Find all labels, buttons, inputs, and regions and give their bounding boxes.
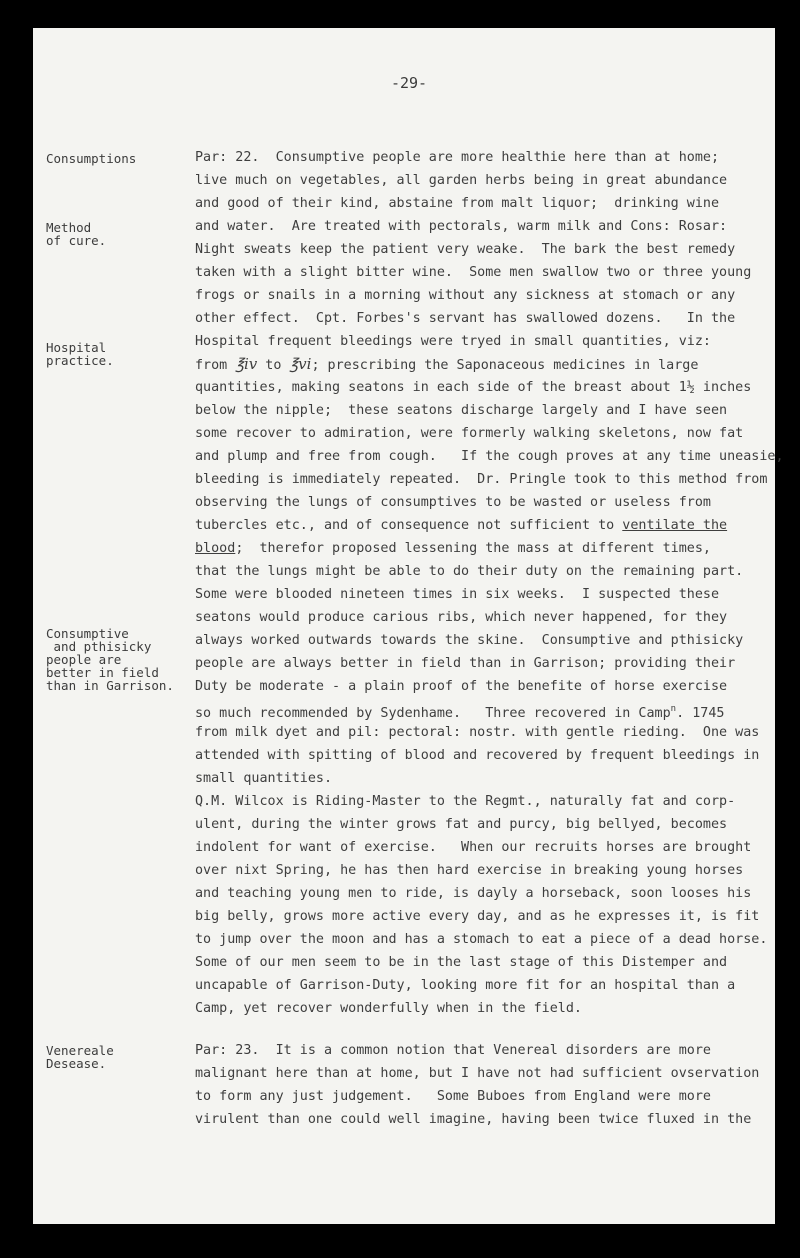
- text-segment: from: [195, 358, 236, 373]
- handwritten-dose-to: ℥vi: [289, 355, 312, 373]
- margin-note-method-of-cure: Method of cure.: [46, 220, 107, 248]
- text-segment: to: [257, 358, 290, 373]
- text-line: small quantities.: [195, 771, 333, 786]
- handwritten-dose-from: ℥iv: [235, 355, 258, 373]
- text-line: over nixt Spring, he has then hard exercise in breaking young horses: [195, 863, 744, 878]
- text-line: Camp, yet recover wonderfully when in the field.: [195, 1001, 582, 1016]
- text-line: that the lungs might be able to do their duty on the remaining part.: [195, 564, 744, 579]
- text-line: live much on vegetables, all garden herbs being in great abundance: [195, 173, 728, 188]
- text-line: virulent than one could well imagine, having been twice fluxed in the: [195, 1112, 752, 1127]
- text-line: some recover to admiration, were formerly walking skeletons, now fat: [195, 426, 744, 441]
- text-line: attended with spitting of blood and recovered by frequent bleedings in: [195, 748, 760, 763]
- text-line-underlined: [195, 514, 770, 537]
- text-line: seatons would produce carious ribs, which never happened, for they: [195, 610, 728, 625]
- text-line: quantities, making seatons in each side of the breast about 1½ inches: [195, 380, 752, 395]
- text-line: other effect. Cpt. Forbes's servant has swallowed dozens. In the: [195, 311, 736, 326]
- page-number: -29-: [390, 74, 428, 92]
- text-segment: ; therefor proposed lessening the mass at different times,: [235, 541, 711, 556]
- text-line: and teaching young men to ride, is dayly a horseback, soon looses his: [195, 886, 752, 901]
- underlined-text: blood: [195, 541, 236, 556]
- margin-note-consumptions: Consumptions: [46, 151, 137, 166]
- text-line: observing the lungs of consumptives to be wasted or useless from: [195, 495, 711, 510]
- document-page: [33, 28, 784, 1224]
- text-line: Some of our men seem to be in the last stage of this Distemper and: [195, 955, 728, 970]
- text-line: Some were blooded nineteen times in six weeks. I suspected these: [195, 587, 720, 602]
- margin-note-consumptive-pthisicky: Consumptive and pthisicky people are better in field than in Garrison.: [46, 626, 174, 693]
- paragraph-23: [195, 1039, 770, 1131]
- text-line: Night sweats keep the patient very weake. The bark the best remedy: [195, 242, 736, 257]
- text-line: indolent for want of exercise. When our recruits horses are brought: [195, 840, 752, 855]
- text-line: always worked outwards towards the skine. Consumptive and pthisicky: [195, 633, 744, 648]
- superscript: n: [670, 704, 677, 714]
- text-segment: . 1745: [676, 706, 725, 721]
- text-line-camp: [195, 698, 770, 721]
- text-line: taken with a slight bitter wine. Some men swallow two or three young: [195, 265, 752, 280]
- text-line: ulent, during the winter grows fat and purcy, big bellyed, becomes: [195, 817, 728, 832]
- text-line: frogs or snails in a morning without any sickness at stomach or any: [195, 288, 736, 303]
- text-line: Par: 22. Consumptive people are more healthie here than at home;: [195, 150, 720, 165]
- margin-note-venereale-desease: Venereale Desease.: [46, 1043, 114, 1071]
- text-line: Q.M. Wilcox is Riding-Master to the Regmt., naturally fat and corp-: [195, 794, 736, 809]
- text-line: uncapable of Garrison-Duty, looking more fit for an hospital than a: [195, 978, 736, 993]
- text-line: bleeding is immediately repeated. Dr. Pringle took to this method from: [195, 472, 768, 487]
- text-segment: ; prescribing the Saponaceous medicines in large: [311, 358, 699, 373]
- text-line: people are always better in field than in Garrison; providing their: [195, 656, 736, 671]
- margin-note-hospital-practice: Hospital practice.: [46, 340, 114, 368]
- text-line: Hospital frequent bleedings were tryed in small quantities, viz:: [195, 334, 711, 349]
- text-line: to form any just judgement. Some Buboes from England were more: [195, 1089, 711, 1104]
- text-segment: so much recommended by Sydenhame. Three recovered in Camp: [195, 706, 671, 721]
- text-line: malignant here than at home, but I have not had sufficient ovservation: [195, 1066, 760, 1081]
- text-line: and plump and free from cough. If the cough proves at any time uneasie,: [195, 449, 784, 464]
- text-line-dosage: [195, 353, 770, 376]
- text-line: big belly, grows more active every day, and as he expresses it, is fit: [195, 909, 760, 924]
- text-line: Duty be moderate - a plain proof of the benefite of horse exercise: [195, 679, 728, 694]
- text-segment: tubercles etc., and of consequence not sufficient to: [195, 518, 623, 533]
- paragraph-22: [195, 146, 784, 1020]
- text-line: Par: 23. It is a common notion that Venereal disorders are more: [195, 1043, 711, 1058]
- text-line: from milk dyet and pil: pectoral: nostr. with gentle rieding. One was: [195, 725, 760, 740]
- text-line: to jump over the moon and has a stomach to eat a piece of a dead horse.: [195, 932, 768, 947]
- text-line: and water. Are treated with pectorals, warm milk and Cons: Rosar:: [195, 219, 728, 234]
- text-line-underlined: [195, 537, 770, 560]
- underlined-text: ventilate the: [622, 518, 728, 533]
- text-line: below the nipple; these seatons discharge largely and I have seen: [195, 403, 728, 418]
- text-line: and good of their kind, abstaine from malt liquor; drinking wine: [195, 196, 720, 211]
